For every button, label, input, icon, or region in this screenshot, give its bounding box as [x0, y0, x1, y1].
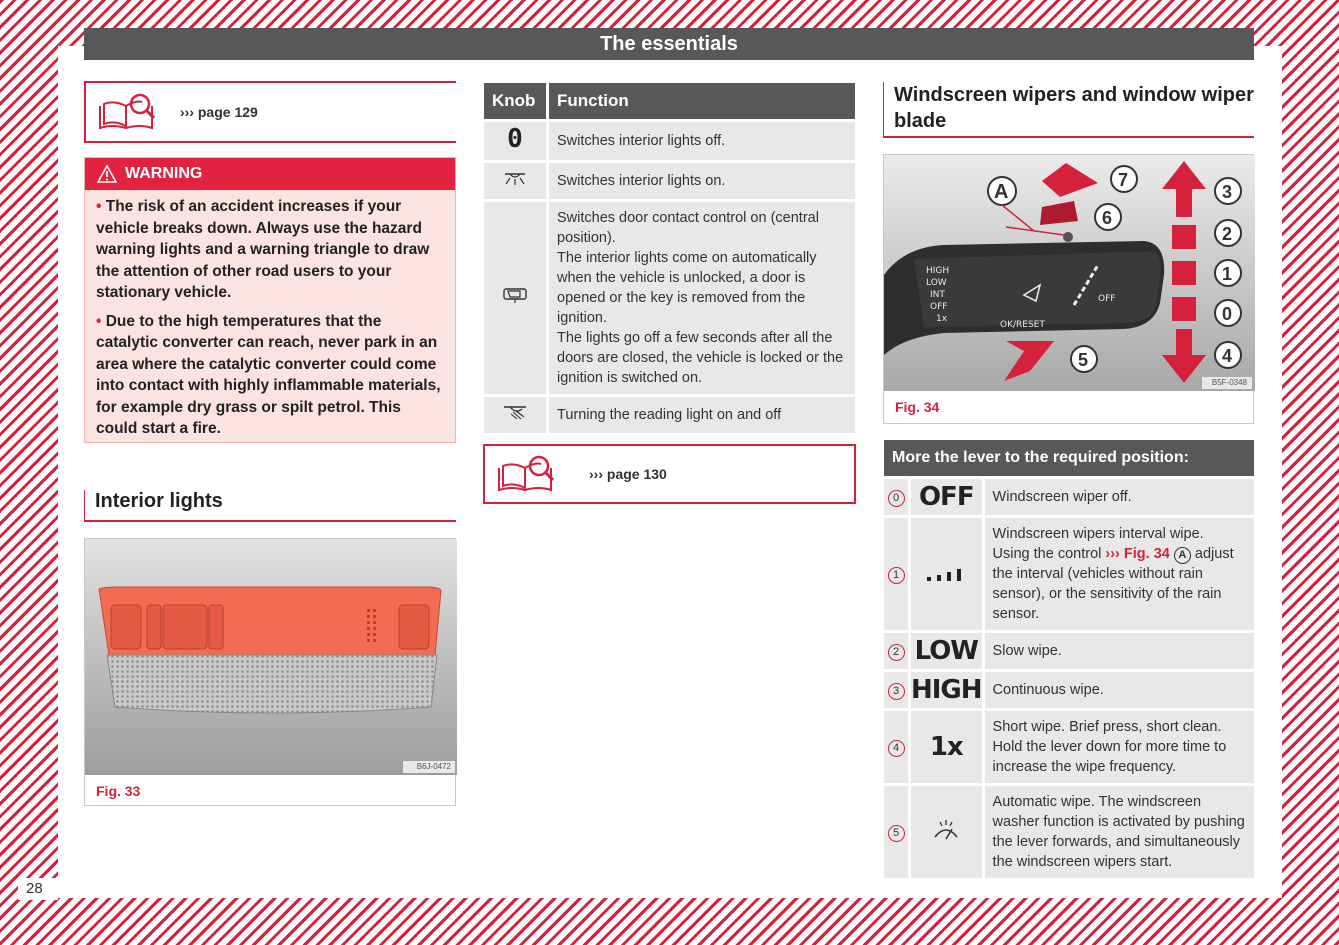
function-text: Switches interior lights off.: [549, 122, 855, 160]
section-title-interior-lights: Interior lights: [84, 490, 456, 522]
knob-function-table: [481, 80, 858, 436]
table-row: [484, 163, 855, 199]
table-row: [884, 479, 1254, 515]
position-text: Continuous wipe.: [985, 672, 1254, 708]
figure-code: B5F-0348: [1211, 378, 1247, 387]
position-symbol: OFF: [911, 479, 982, 515]
callout-5: 5: [1078, 350, 1089, 370]
warning-box: [84, 157, 456, 443]
section-title-wipers: Windscreen wipers and window wiper blade: [883, 82, 1254, 138]
callout-2: 2: [1222, 224, 1233, 244]
position-number: 0: [888, 490, 905, 507]
knob-symbol: 0: [484, 122, 546, 160]
position-text: Windscreen wipers interval wipe. Using the control ››› Fig. 34 A adjust the interval (vehicles without rain sensor), or the sensitivity of the rain sensor.: [985, 518, 1254, 630]
table-row: [484, 202, 855, 394]
figure-code: B6J-0472: [416, 762, 451, 771]
position-symbol: LOW: [911, 633, 982, 669]
position-text: Short wipe. Brief press, short clean. Hold the lever down for more time to increase the wipe frequency.: [985, 711, 1254, 783]
figure-label: Fig. 34: [895, 399, 940, 415]
function-text: Switches interior lights on.: [549, 163, 855, 199]
figure-33: [84, 538, 456, 806]
wiper-position-table: [881, 437, 1257, 881]
callout-ref-a: A: [1174, 547, 1191, 564]
callout-a: A: [994, 181, 1009, 203]
lever-label-1x: 1x: [936, 314, 948, 324]
position-symbol: 1x: [911, 711, 982, 783]
callout-1: 1: [1222, 264, 1233, 284]
callout-0: 0: [1222, 304, 1233, 324]
position-number: 5: [888, 825, 905, 842]
reading-light-icon: [502, 404, 528, 420]
position-symbol: HIGH: [911, 672, 982, 708]
column-header-function: Function: [549, 83, 855, 119]
table-row: [484, 122, 855, 160]
callout-6: 6: [1102, 208, 1113, 228]
figure-34: [883, 154, 1254, 424]
warning-paragraph: • The risk of an accident increases if your vehicle breaks down. Always use the hazard warning lights and a warning triangle to draw the attention of other road users to your stationary vehicle.: [96, 198, 430, 301]
warning-title: WARNING: [125, 165, 203, 182]
position-text: Windscreen wiper off.: [985, 479, 1254, 515]
table-row: [884, 518, 1254, 630]
callout-7: 7: [1118, 170, 1129, 190]
table-row: [884, 711, 1254, 783]
lever-label-int: INT: [930, 290, 945, 300]
lever-label-off-ring: OFF: [1098, 294, 1116, 304]
table-row: [884, 633, 1254, 669]
lever-label-high: HIGH: [926, 266, 950, 276]
figure-link[interactable]: ››› Fig. 34: [1105, 546, 1170, 562]
page-reference[interactable]: ››› page 130: [589, 466, 667, 482]
callout-3: 3: [1222, 182, 1233, 202]
warning-header: [85, 158, 455, 190]
lever-label-off: OFF: [930, 302, 948, 312]
windscreen-washer-icon: [932, 819, 960, 843]
table-title: More the lever to the required position:: [884, 440, 1254, 476]
table-row: [484, 397, 855, 433]
page-number: 28: [18, 878, 58, 900]
function-text: Switches door contact control on (central position). The interior lights come on automatically when the vehicle is unlocked, a door is opened or the key is removed from the ignition. The lights go off a few seconds after all the doors are closed, the vehicle is locked or the ignition is switched on.: [549, 202, 855, 394]
position-text: Slow wipe.: [985, 633, 1254, 669]
book-magnifier-icon: [96, 92, 160, 132]
reference-box-bottom: [483, 444, 856, 504]
wiper-lever-illustration: [884, 155, 1255, 391]
reference-box-top: [84, 81, 456, 143]
column-header-knob: Knob: [484, 83, 546, 119]
page-reference[interactable]: ››› page 129: [180, 104, 258, 120]
position-number: 2: [888, 644, 905, 661]
position-number: 3: [888, 683, 905, 700]
lever-label-low: LOW: [926, 278, 947, 288]
book-magnifier-icon: [495, 454, 559, 494]
position-number: 1: [888, 567, 905, 584]
position-number: 4: [888, 740, 905, 757]
warning-triangle-icon: [97, 165, 117, 183]
interior-light-on-icon: [502, 170, 528, 186]
table-row: [884, 672, 1254, 708]
callout-4: 4: [1222, 346, 1233, 366]
table-row: [884, 786, 1254, 878]
interior-light-illustration: [85, 539, 457, 775]
warning-paragraph: • Due to the high temperatures that the catalytic converter can reach, never park in an area where the catalytic converter could come into contact with highly inflammable materials, for example dry grass or spilt petrol. This could start a fire.: [96, 312, 441, 437]
interval-bars-icon: [925, 568, 967, 582]
position-text: Automatic wipe. The windscreen washer function is activated by pushing the lever forwards, and simultaneously the windscreen wipers start.: [985, 786, 1254, 878]
figure-label: Fig. 33: [96, 783, 141, 799]
function-text: Turning the reading light on and off: [549, 397, 855, 433]
door-contact-icon: [502, 286, 528, 304]
lever-label-okreset: OK/RESET: [1000, 320, 1045, 330]
page-header: The essentials: [84, 28, 1254, 60]
